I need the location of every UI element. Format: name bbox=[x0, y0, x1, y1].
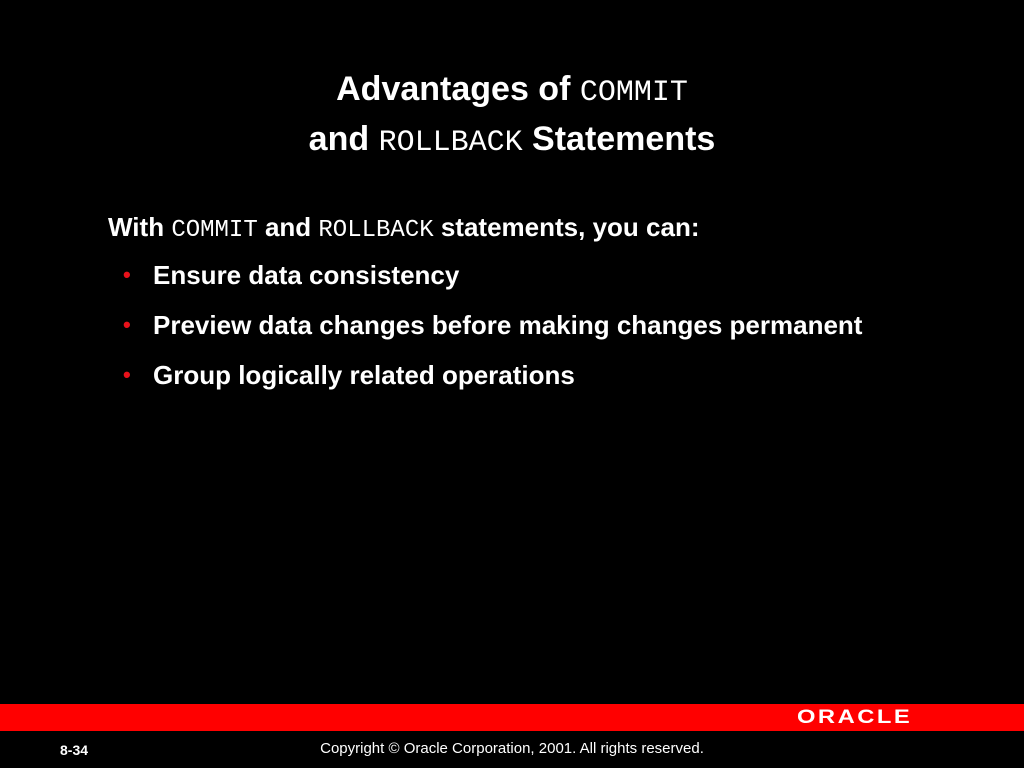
bullet-text: Preview data changes before making changes permanent bbox=[153, 310, 863, 340]
bullet-item bbox=[108, 308, 888, 342]
intro-text: With COMMIT and ROLLBACK statements, you can: bbox=[108, 212, 700, 244]
title-line2: and ROLLBACK Statements bbox=[308, 120, 716, 160]
bullet-icon: • bbox=[123, 362, 131, 387]
footer-bar bbox=[0, 704, 1024, 731]
copyright-notice: Copyright © Oracle Corporation, 2001. All rights reserved. bbox=[320, 740, 704, 757]
slide-body bbox=[108, 206, 888, 408]
page-number: 8-34 bbox=[60, 742, 89, 758]
oracle-logo: ORACLE bbox=[796, 707, 912, 728]
title-code-commit: COMMIT bbox=[579, 76, 688, 110]
intro-code-commit: COMMIT bbox=[171, 217, 258, 244]
intro-code-rollback: ROLLBACK bbox=[318, 217, 434, 244]
bullet-list bbox=[108, 258, 888, 392]
bullet-text: Group logically related operations bbox=[153, 360, 575, 390]
title-code-rollback: ROLLBACK bbox=[378, 126, 523, 160]
bullet-item bbox=[108, 358, 888, 392]
bullet-text: Ensure data consistency bbox=[153, 260, 460, 290]
title-line1: Advantages of COMMIT bbox=[336, 70, 688, 110]
bullet-icon: • bbox=[123, 262, 131, 287]
bullet-icon: • bbox=[123, 312, 131, 337]
slide-title bbox=[0, 66, 1024, 166]
bullet-item bbox=[108, 258, 888, 292]
